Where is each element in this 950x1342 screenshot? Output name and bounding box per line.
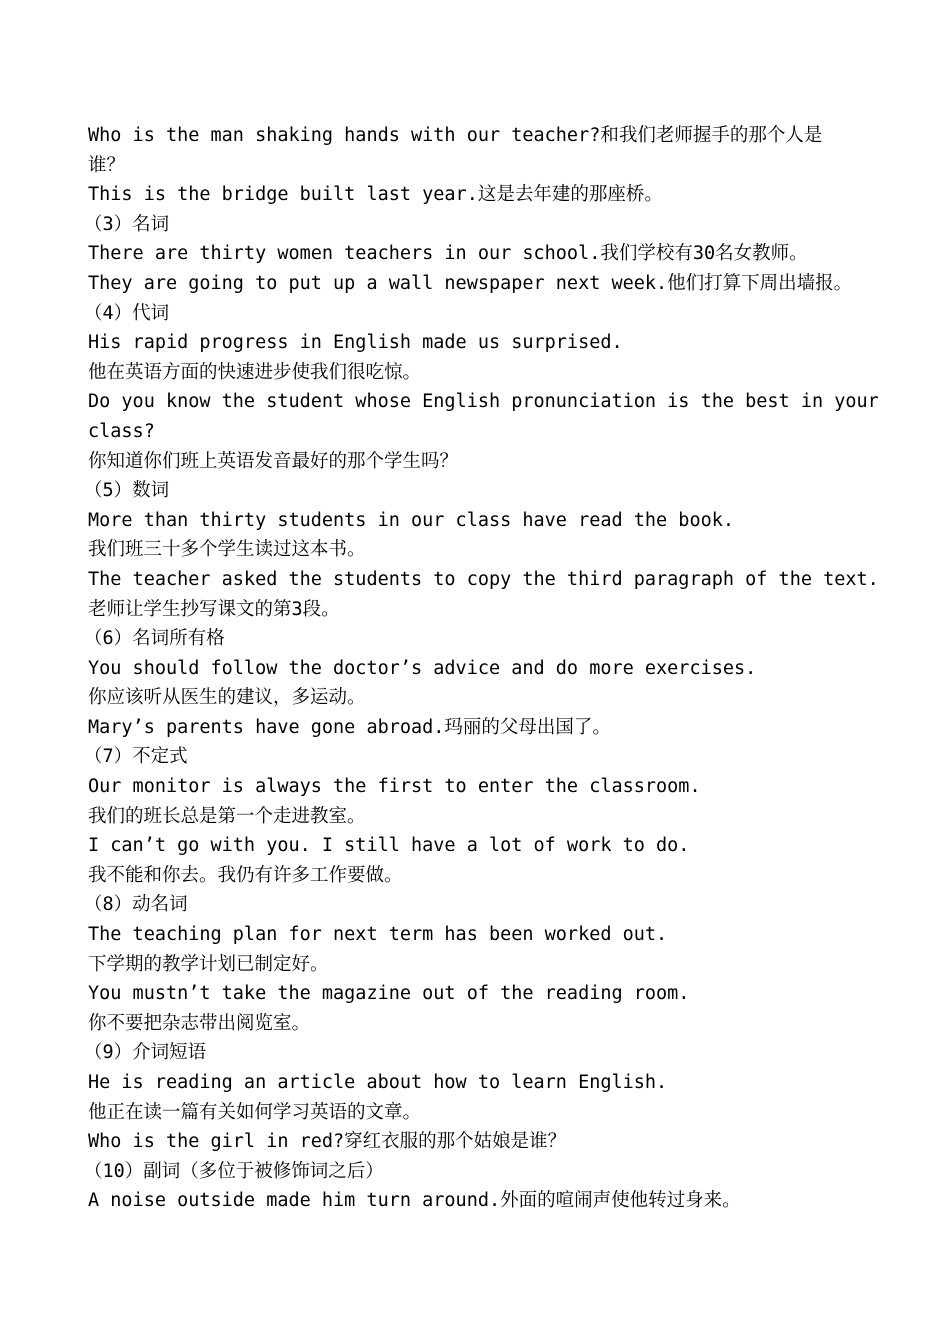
document-body bbox=[84, 121, 879, 1216]
text-line: There are thirty women teachers in our school.我们学校有30名女教师。 bbox=[88, 243, 808, 265]
text-line: 我们的班长总是第一个走进教室。 bbox=[88, 805, 366, 827]
text-line: They are going to put up a wall newspaper next week.他们打算下周出墙报。 bbox=[88, 272, 853, 294]
section-heading: （10）副词（多位于被修饰词之后） bbox=[84, 1160, 384, 1182]
section-heading: （6）名词所有格 bbox=[84, 628, 225, 650]
text-line: I can’t go with you. I still have a lot of work to do. bbox=[88, 835, 690, 857]
text-line: A noise outside made him turn around.外面的喧闹声使他转过身来。 bbox=[88, 1190, 741, 1212]
text-line: 你不要把杂志带出阅览室。 bbox=[88, 1012, 311, 1034]
text-line: Do you know the student whose English pronunciation is the best in your bbox=[88, 391, 879, 413]
text-line: 他正在读一篇有关如何学习英语的文章。 bbox=[88, 1101, 422, 1123]
text-line: Our monitor is always the first to enter the classroom. bbox=[88, 776, 701, 798]
text-line: Mary’s parents have gone abroad.玛丽的父母出国了。 bbox=[88, 716, 611, 738]
section-heading: （5）数词 bbox=[84, 480, 170, 502]
text-line: He is reading an article about how to learn English. bbox=[88, 1072, 668, 1093]
text-line: class? bbox=[88, 420, 155, 442]
text-line: You mustn’t take the magazine out of the reading room. bbox=[88, 983, 690, 1005]
text-line: 我们班三十多个学生读过这本书。 bbox=[88, 539, 366, 561]
text-line: 他在英语方面的快速进步使我们很吃惊。 bbox=[88, 361, 422, 383]
text-line: Who is the man shaking hands with our teacher?和我们老师握手的那个人是 bbox=[88, 125, 823, 146]
text-line: 我不能和你去。我仍有许多工作要做。 bbox=[88, 864, 403, 886]
text-line: You should follow the doctor’s advice and do more exercises. bbox=[88, 657, 757, 679]
text-line: This is the bridge built last year.这是去年建的那座桥。 bbox=[88, 184, 663, 206]
text-line: 谁？ bbox=[88, 154, 126, 176]
section-heading: （8）动名词 bbox=[84, 894, 188, 916]
text-line: 你知道你们班上英语发音最好的那个学生吗？ bbox=[88, 450, 459, 472]
section-heading: （3）名词 bbox=[84, 213, 170, 235]
text-line: 下学期的教学计划已制定好。 bbox=[88, 953, 329, 975]
text-line: 你应该听从医生的建议，多运动。 bbox=[88, 687, 366, 709]
text-line: 老师让学生抄写课文的第3段。 bbox=[88, 598, 340, 620]
text-line: The teaching plan for next term has been worked out. bbox=[88, 924, 668, 946]
text-line: The teacher asked the students to copy the third paragraph of the text. bbox=[88, 568, 879, 590]
text-line: Who is the girl in red?穿红衣服的那个姑娘是谁？ bbox=[88, 1131, 567, 1153]
section-heading: （7）不定式 bbox=[84, 746, 188, 768]
section-heading: （4）代词 bbox=[84, 302, 170, 324]
section-heading: （9）介词短语 bbox=[84, 1042, 207, 1064]
text-line: His rapid progress in English made us surprised. bbox=[88, 332, 623, 354]
text-line: More than thirty students in our class have read the book. bbox=[88, 509, 735, 531]
